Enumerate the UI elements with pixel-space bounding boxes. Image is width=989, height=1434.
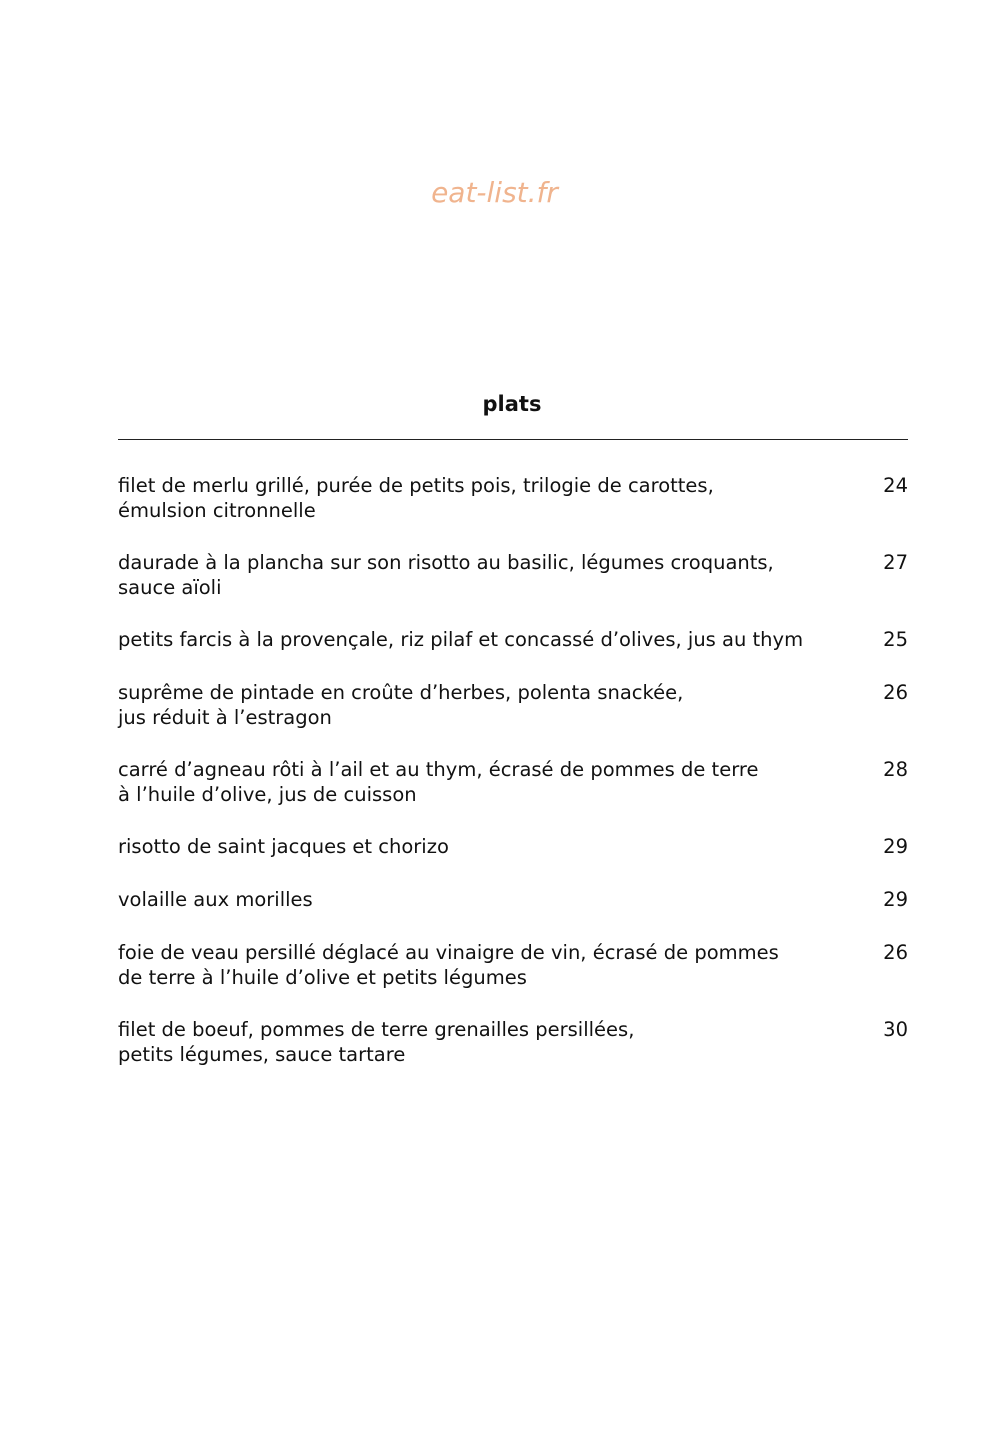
menu-item-price: 30 xyxy=(883,1018,908,1041)
menu-item xyxy=(118,834,908,859)
menu-item-line: filet de merlu grillé, purée de petits pois, trilogie de carottes, xyxy=(118,474,714,497)
menu-item-description xyxy=(118,473,858,523)
menu-item-description xyxy=(118,680,858,730)
menu-item-line: émulsion citronnelle xyxy=(118,499,316,522)
menu-item xyxy=(118,757,908,807)
menu-item-description xyxy=(118,757,858,807)
menu-item-line: jus réduit à l’estragon xyxy=(118,706,332,729)
menu-item-description xyxy=(118,887,858,912)
menu-item-line: foie de veau persillé déglacé au vinaigre de vin, écrasé de pommes xyxy=(118,941,779,964)
menu-item-description xyxy=(118,550,858,600)
menu-item-line: daurade à la plancha sur son risotto au basilic, légumes croquants, xyxy=(118,551,774,574)
menu-item-line: risotto de saint jacques et chorizo xyxy=(118,835,449,858)
menu-item-description xyxy=(118,1017,858,1067)
menu-item-line: suprême de pintade en croûte d’herbes, polenta snackée, xyxy=(118,681,684,704)
menu-item-line: petits légumes, sauce tartare xyxy=(118,1043,406,1066)
menu-item xyxy=(118,940,908,990)
menu-item-description xyxy=(118,940,858,990)
menu-item-line: filet de boeuf, pommes de terre grenailles persillées, xyxy=(118,1018,635,1041)
menu-item xyxy=(118,1017,908,1067)
menu-item-price: 28 xyxy=(883,758,908,781)
menu-item xyxy=(118,887,908,912)
menu-item-price: 29 xyxy=(883,835,908,858)
section-title: plats xyxy=(482,392,542,416)
menu-item xyxy=(118,550,908,600)
menu-list xyxy=(118,473,908,1094)
menu-item-line: carré d’agneau rôti à l’ail et au thym, écrasé de pommes de terre xyxy=(118,758,759,781)
menu-item-description xyxy=(118,834,858,859)
menu-item-line: à l’huile d’olive, jus de cuisson xyxy=(118,783,417,806)
menu-item xyxy=(118,473,908,523)
menu-item-description xyxy=(118,627,858,652)
menu-item-price: 26 xyxy=(883,941,908,964)
menu-item-price: 29 xyxy=(883,888,908,911)
menu-item-line: volaille aux morilles xyxy=(118,888,313,911)
menu-item-line: de terre à l’huile d’olive et petits légumes xyxy=(118,966,527,989)
watermark: eat-list.fr xyxy=(431,176,558,209)
menu-item-price: 26 xyxy=(883,681,908,704)
menu-item-line: sauce aïoli xyxy=(118,576,222,599)
menu-item-line: petits farcis à la provençale, riz pilaf et concassé d’olives, jus au thym xyxy=(118,628,804,651)
menu-item xyxy=(118,680,908,730)
menu-item-price: 25 xyxy=(883,628,908,651)
divider xyxy=(118,439,908,440)
menu-item xyxy=(118,627,908,652)
menu-item-price: 27 xyxy=(883,551,908,574)
menu-item-price: 24 xyxy=(883,474,908,497)
